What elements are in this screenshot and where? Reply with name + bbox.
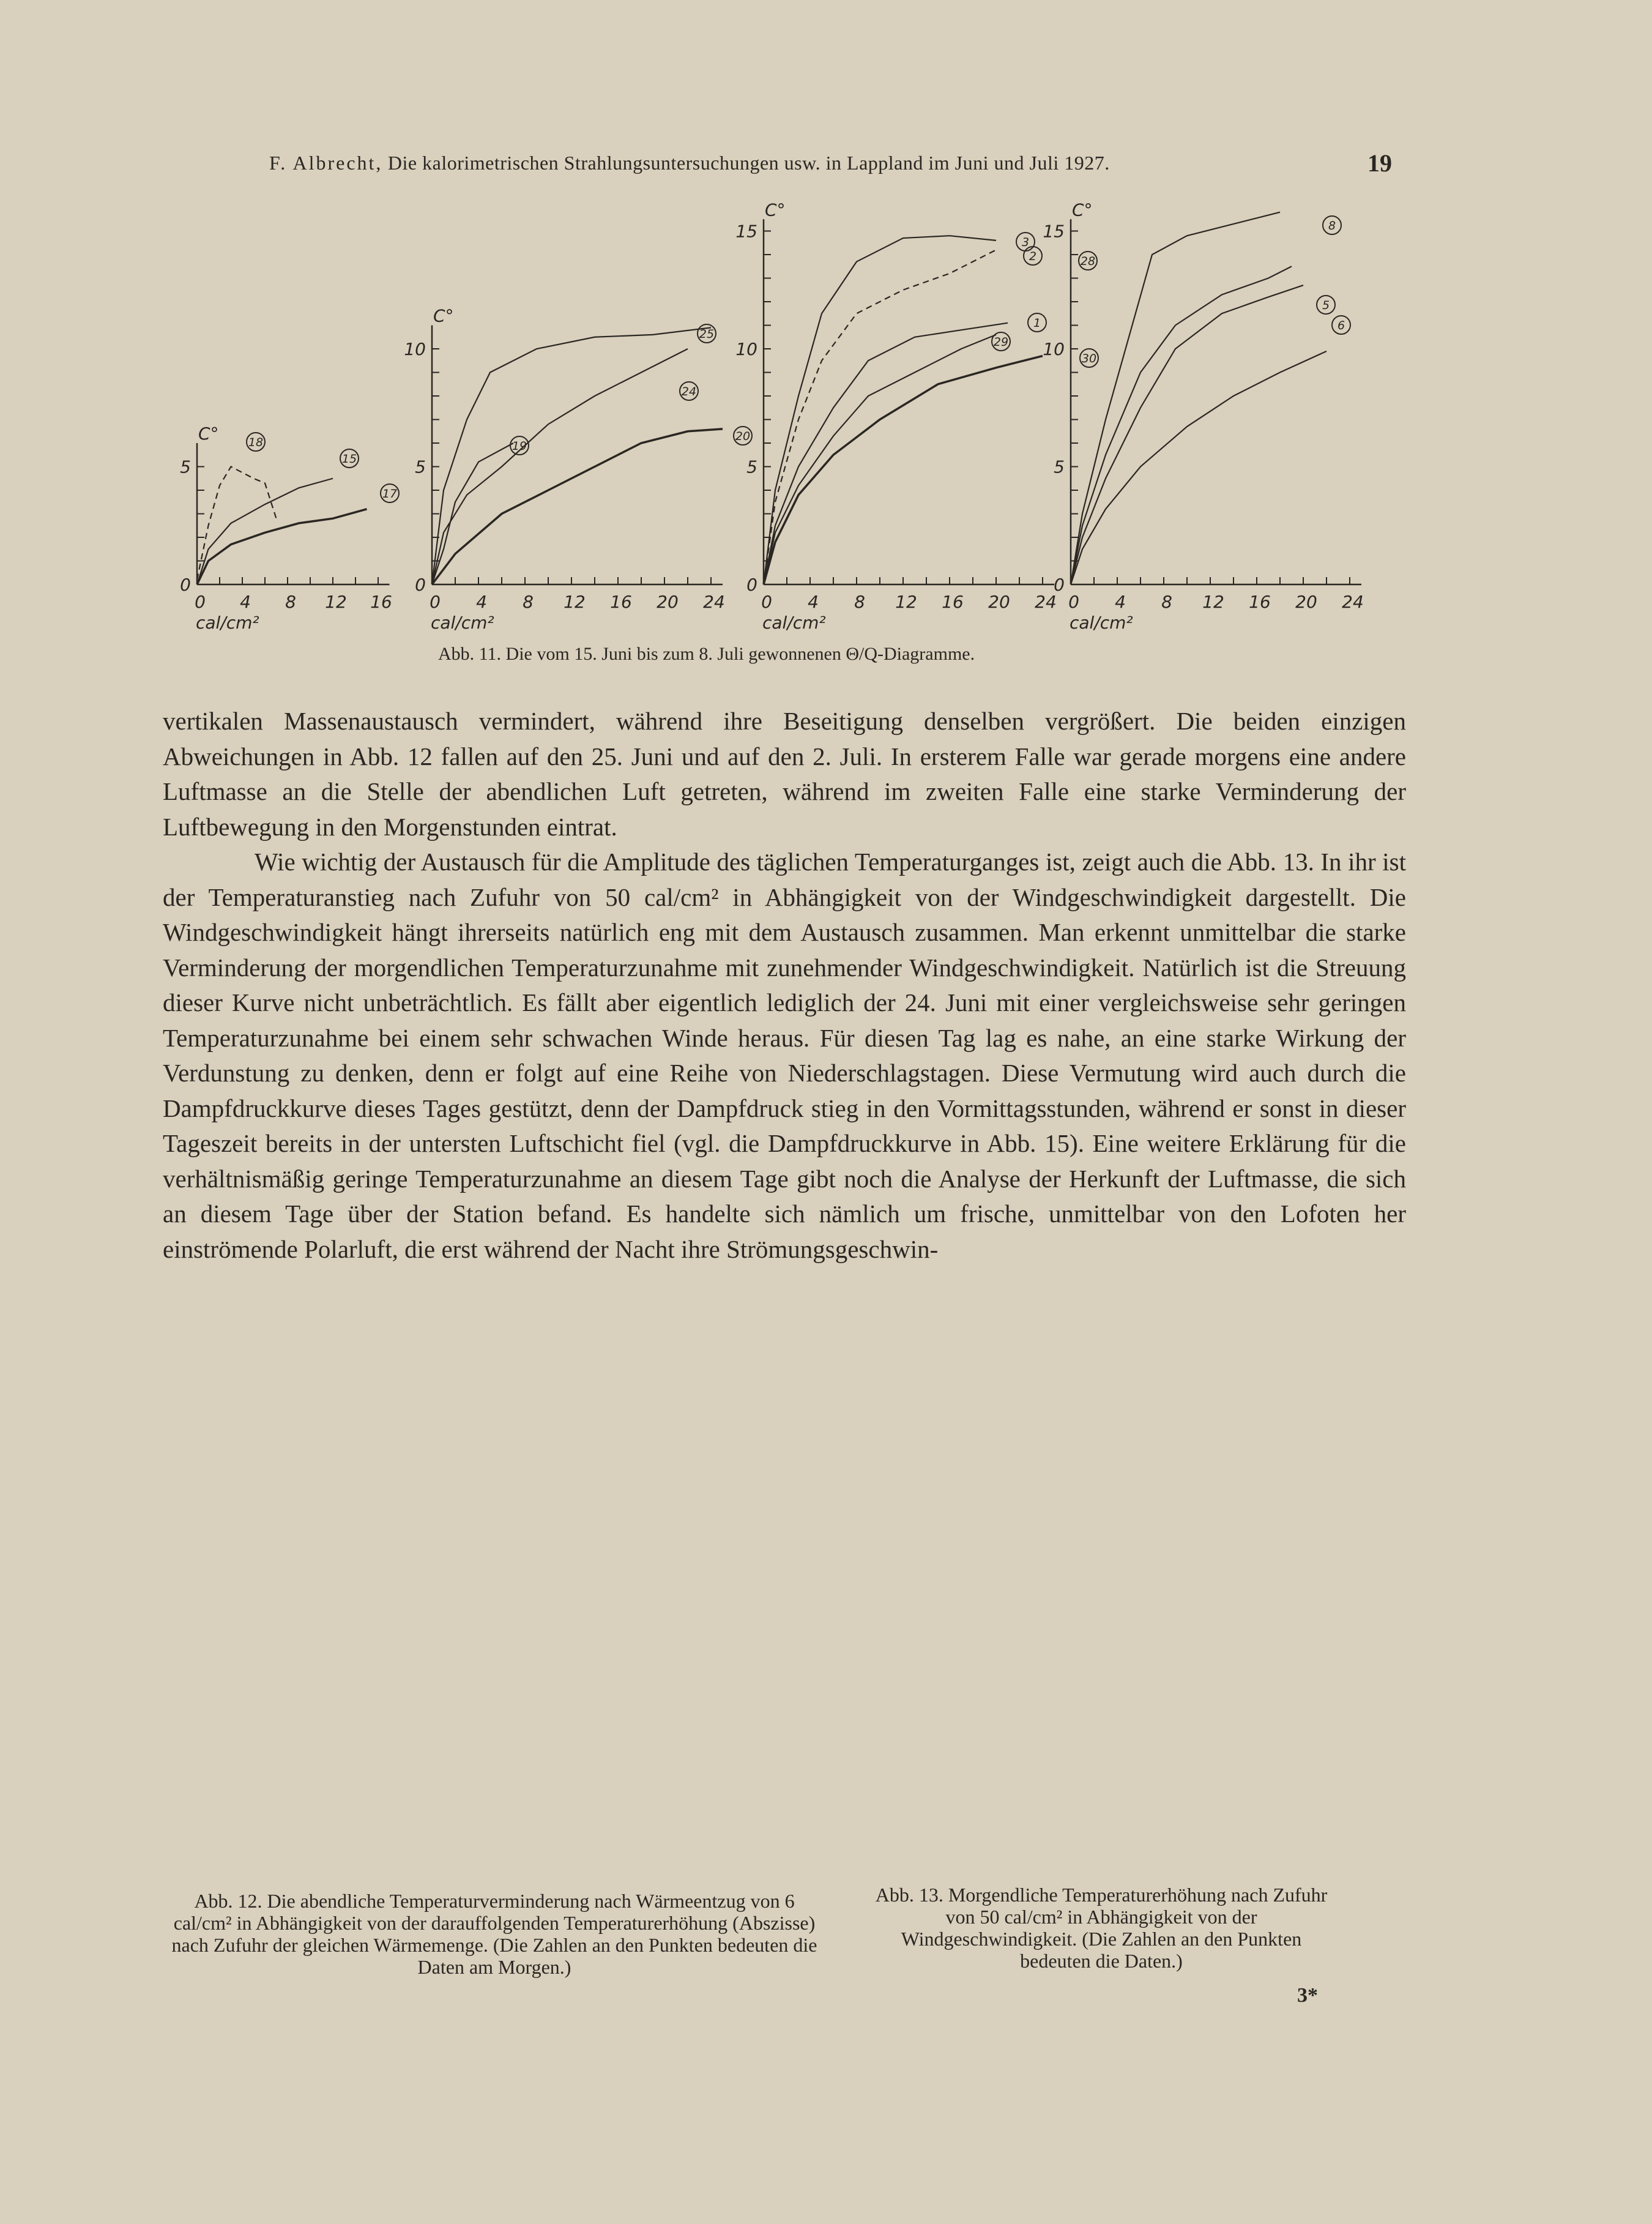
x-tick-label-16: 16 [1249, 592, 1271, 612]
x-unit-label: cal/cm² [1070, 613, 1133, 633]
figure-11 [180, 200, 1364, 633]
curve-18 [197, 467, 277, 580]
x-tick-label-4: 4 [1115, 592, 1126, 612]
x-unit-label: cal/cm² [196, 613, 259, 633]
y-tick-label-5: 5 [746, 457, 757, 477]
y-tick-label-15: 15 [735, 221, 757, 242]
x-tick-label-20: 20 [1295, 592, 1317, 612]
y-unit-label: C° [765, 200, 786, 220]
curve-6 [1071, 351, 1326, 584]
curve-29 [764, 335, 996, 584]
figure-12-caption: Abb. 12. Die abendliche Temperaturverminderung nach Wärmeentzug von 6 cal/cm² in Abhängigkeit von der darauffolgenden Temperaturerhöhung (Abszisse) nach Zufuhr der gleichen Wärmemenge. (Die Zahlen an den Punkten bedeuten die Daten am Morgen.) [171, 1890, 817, 1978]
x-tick-label-4: 4 [476, 592, 487, 612]
curve-5 [1071, 285, 1303, 584]
x-tick-label-0: 0 [430, 592, 441, 612]
x-tick-label-12: 12 [895, 592, 917, 612]
x-tick-label-4: 4 [808, 592, 819, 612]
curve-label-2: 2 [1029, 250, 1037, 263]
y-tick-label-5: 5 [1054, 457, 1065, 477]
curve-label-1: 1 [1033, 316, 1041, 330]
y-tick-label-10: 10 [735, 339, 757, 359]
header-author: F. Albrecht, [269, 152, 383, 174]
curve-label-30: 30 [1081, 352, 1097, 365]
x-tick-label-0: 0 [1068, 592, 1079, 612]
curve-17 [197, 509, 367, 584]
curve-label-6: 6 [1337, 319, 1345, 332]
y-tick-label-10: 10 [404, 339, 426, 359]
x-tick-label-8: 8 [523, 592, 534, 612]
y-unit-label: C° [1072, 200, 1093, 220]
curve-label-8: 8 [1328, 219, 1336, 233]
header-title: Die kalorimetrischen Strahlungsuntersuchungen usw. in Lappland im Juni und Juli 1927. [387, 152, 1110, 174]
curve-1 [764, 323, 1008, 584]
curve-label-25: 25 [699, 327, 715, 341]
curve-30 [764, 356, 1043, 584]
y-tick-label-0: 0 [746, 575, 757, 595]
curve-3 [764, 236, 996, 584]
curve-28 [1071, 212, 1280, 584]
x-tick-label-16: 16 [942, 592, 964, 612]
paragraph-1: vertikalen Massenaustausch vermindert, während ihre Beseitigung denselben vergrößert. Die beiden einzigen Abweichungen in Abb. 12 fallen auf den 25. Juni und auf den 2. Juli. In ersterem Falle war gerade morgens eine andere Luftmasse an die Stelle der abendlichen Luft getreten, während im zweiten Falle eine starke Verminderung der Luftbewegung in den Morgenstunden eintrat. [163, 707, 1406, 841]
curve-label-24: 24 [681, 385, 697, 398]
paragraph-2: Wie wichtig der Austausch für die Amplitude des täglichen Temperaturganges ist, zeigt auch die Abb. 13. In ihr ist der Temperaturanstieg nach Zufuhr von 50 cal/cm² in Abhängigkeit von der Windgeschwindigkeit dargestellt. Die Windgeschwindigkeit hängt ihrerseits natürlich eng mit dem Austausch zusammen. Man erkennt unmittelbar die starke Verminderung der morgendlichen Temperaturzunahme mit zunehmender Windgeschwindigkeit. Natürlich ist die Streuung dieser Kurve nicht unbeträchtlich. Es fällt aber eigentlich lediglich der 24. Juni mit einer vergleichsweise sehr geringen Temperaturzunahme bei einem sehr schwachen Winde heraus. Für diesen Tag lag es nahe, an eine starke Wirkung der Verdunstung zu denken, denn er folgt auf eine Reihe von Niederschlagstagen. Diese Vermutung wird auch durch die Dampfdruckkurve dieses Tages gestützt, denn der Dampfdruck stieg in den Vormittagsstunden, während er sonst in dieser Tageszeit bereits in der untersten Luftschicht fiel (vgl. die Dampfdruckkurve in Abb. 15). Eine weitere Erklärung für die verhältnismäßig geringe Temperaturzunahme an diesem Tage gibt noch die Analyse der Herkunft der Luftmasse, die sich an diesem Tage über der Station befand. Es handelte sich nämlich um frische, unmittelbar von den Lofoten her einströmende Polarluft, die erst während der Nacht ihre Strömungsgeschwin- [163, 848, 1406, 1263]
fig11-panel-p2 [404, 306, 752, 633]
y-tick-label-10: 10 [1043, 339, 1065, 359]
curve-label-3: 3 [1021, 236, 1030, 249]
x-tick-label-4: 4 [240, 592, 251, 612]
x-unit-label: cal/cm² [431, 613, 494, 633]
x-tick-label-24: 24 [1035, 592, 1057, 612]
x-tick-label-24: 24 [703, 592, 725, 612]
x-tick-label-24: 24 [1342, 592, 1364, 612]
curve-label-19: 19 [512, 439, 527, 453]
y-unit-label: C° [198, 424, 219, 444]
curve-label-29: 29 [993, 335, 1009, 349]
curve-2 [764, 250, 996, 584]
fig11-panel-p4 [1043, 200, 1363, 633]
signature-mark: 3* [1297, 1984, 1318, 2007]
y-tick-label-0: 0 [1054, 575, 1065, 595]
curve-label-15: 15 [341, 452, 357, 466]
x-tick-label-8: 8 [1161, 592, 1172, 612]
curve-label-20: 20 [735, 430, 751, 443]
curve-label-17: 17 [382, 487, 398, 501]
figure-11-caption: Abb. 11. Die vom 15. Juni bis zum 8. Juli gewonnenen Θ/Q-Diagramme. [438, 644, 975, 664]
x-tick-label-12: 12 [325, 592, 347, 612]
curve-label-5: 5 [1322, 299, 1330, 312]
curve-24 [432, 349, 688, 584]
fig11-panel-p3 [735, 200, 1098, 633]
x-tick-label-12: 12 [564, 592, 586, 612]
x-tick-label-8: 8 [854, 592, 865, 612]
y-tick-label-5: 5 [415, 457, 426, 477]
y-unit-label: C° [433, 305, 454, 326]
page-number: 19 [1367, 149, 1392, 177]
x-tick-label-8: 8 [285, 592, 296, 612]
fig11-panel-p1 [180, 424, 399, 633]
figure-13-caption: Abb. 13. Morgendliche Temperaturerhöhung nach Zufuhr von 50 cal/cm² in Abhängigkeit von der Windgeschwindigkeit. (Die Zahlen an den Punkten bedeuten die Daten.) [875, 1884, 1328, 1972]
x-tick-label-16: 16 [610, 592, 632, 612]
curve-label-28: 28 [1080, 255, 1096, 268]
curve-label-18: 18 [248, 436, 264, 449]
x-tick-label-0: 0 [195, 592, 206, 612]
x-unit-label: cal/cm² [762, 613, 826, 633]
x-tick-label-20: 20 [657, 592, 679, 612]
x-tick-label-20: 20 [988, 592, 1010, 612]
y-tick-label-5: 5 [180, 457, 191, 477]
body-text [163, 704, 1406, 1267]
curve-20 [432, 429, 723, 584]
y-tick-label-0: 0 [180, 575, 191, 595]
x-tick-label-0: 0 [761, 592, 772, 612]
x-tick-label-16: 16 [370, 592, 392, 612]
x-tick-label-12: 12 [1202, 592, 1224, 612]
curve-25 [432, 327, 711, 584]
y-tick-label-0: 0 [415, 575, 426, 595]
y-tick-label-15: 15 [1043, 221, 1065, 242]
